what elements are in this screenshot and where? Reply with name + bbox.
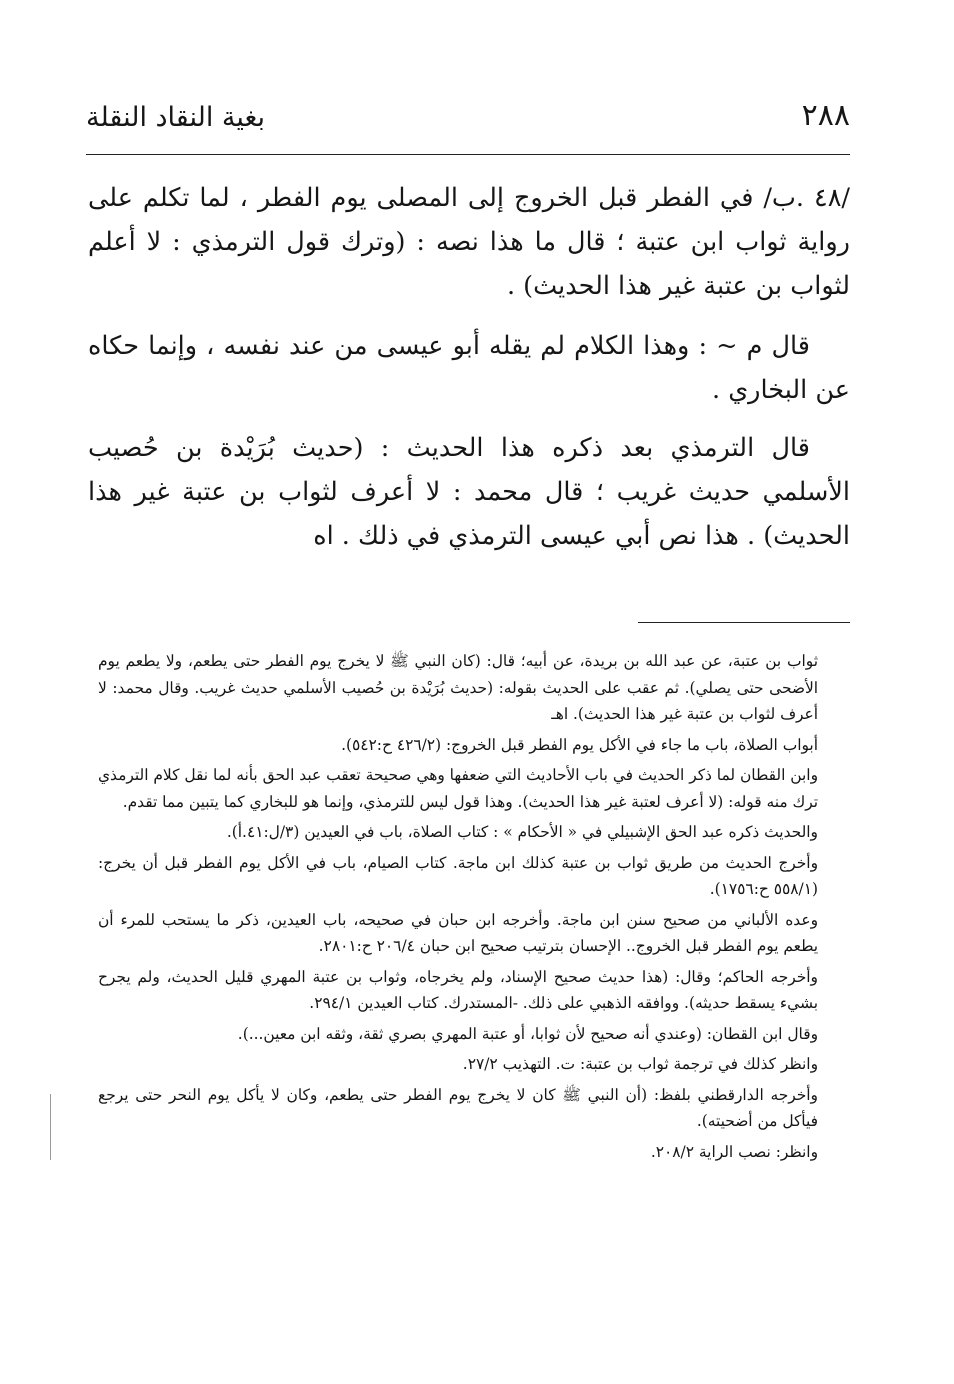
footnotes <box>98 648 818 1169</box>
main-text <box>88 176 850 572</box>
footnote: وانظر كذلك في ترجمة ثواب بن عتبة: ت. التهذيب ٢٧/٢. <box>462 1055 818 1073</box>
footnote: وأخرج الحديث من طريق ثواب بن عتبة كذلك ابن ماجة. كتاب الصيام، باب في الأكل يوم الفطر قبل أن يخرج: (٥٥٨/١ ح:١٧٥٦). <box>98 853 818 898</box>
footnote: ثواب بن عتبة، عن عبد الله بن بريدة، عن أبيه؛ قال: (كان النبي ﷺ لا يخرج يوم الفطر حتى يطعم، ولا يطعم يوم الأضحى حتى يصلي). ثم عقب على الحديث بقوله: (حديث بُرَيْدة بن حُصيب الأسلمي حديث غريب. وقال محمد: لا أعرف لثواب بن عتبة غير هذا الحديث). اهـ <box>98 652 818 723</box>
body-paragraph: قال الترمذي بعد ذكره هذا الحديث : (حديث بُرَيْدة بن حُصيب الأسلمي حديث غريب ؛ قال محمد : لا أعرف لثواب بن عتبة غير هذا الحديث) . هذا نص أبي عيسى الترمذي في ذلك . اه <box>88 433 850 551</box>
page-number: ٢٨٨ <box>801 98 850 133</box>
footnote-separator <box>638 622 850 623</box>
scan-edge-mark <box>50 1094 51 1160</box>
footnote: وأخرجه الحاكم؛ وقال: (هذا حديث صحيح الإسناد، ولم يخرجاه، وثواب بن عتبة المهري قليل الحديث، ولم يجرح بشيء يسقط حديثه). ووافقه الذهبي على ذلك. -المستدرك. كتاب العيدين ٢٩٤/١. <box>98 967 818 1012</box>
footnote: وابن القطان لما ذكر الحديث في باب الأحاديث التي ضعفها وهي صحيحة تعقب عبد الحق بأنه لما نقل كلام الترمذي ترك منه قوله: (لا أعرف لعتبة غير هذا الحديث). وهذا قول ليس للترمذي، وإنما هو للبخاري كما يتبين مما تقدم. <box>98 766 818 811</box>
footnote: أبواب الصلاة، باب ما جاء في الأكل يوم الفطر قبل الخروج: (٤٢٦/٢ ح:٥٤٢). <box>341 735 818 754</box>
body-paragraph: قال م ~ : وهذا الكلام لم يقله أبو عيسى من عند نفسه ، وإنما حكاه عن البخاري . <box>88 331 850 405</box>
footnote: وقال ابن القطان: (وعندي أنه صحيح لأن ثوابا، أو عتبة المهري بصري ثقة، وثقه ابن معين...). <box>237 1024 818 1043</box>
footnote: وانظر: نصب الراية ٢٠٨/٢. <box>650 1142 818 1161</box>
footnote: وأخرجه الدارقطني بلفظ: (أن النبي ﷺ كان لا يخرج يوم الفطر حتى يطعم، وكان لا يأكل يوم النحر حتى يرجع فيأكل من أضحيته). <box>98 1085 818 1130</box>
running-title: بغية النقاد النقلة <box>86 102 266 133</box>
page-header <box>86 96 850 146</box>
body-paragraph: /٤٨ .ب/ في الفطر قبل الخروج إلى المصلى يوم الفطر ، لما تكلم على رواية ثواب ابن عتبة ؛ قال ما هذا نصه : (وترك قول الترمذي : لا أعلم لثواب بن عتبة غير هذا الحديث) . <box>88 183 850 301</box>
footnote: وعده الألباني من صحيح سنن ابن ماجة. وأخرجه ابن حبان في صحيحه، باب العيدين، ذكر ما يستحب للمرء أن يطعم يوم الفطر قبل الخروج.. الإحسان بترتيب صحيح ابن حبان ٢٠٦/٤ ح:٢٨٠١. <box>98 910 818 955</box>
header-rule <box>86 154 850 155</box>
footnote: والحديث ذكره عبد الحق الإشبيلي في « الأحكام » : كتاب الصلاة، باب في العيدين (٣/ل:٤١.أ). <box>226 823 818 841</box>
